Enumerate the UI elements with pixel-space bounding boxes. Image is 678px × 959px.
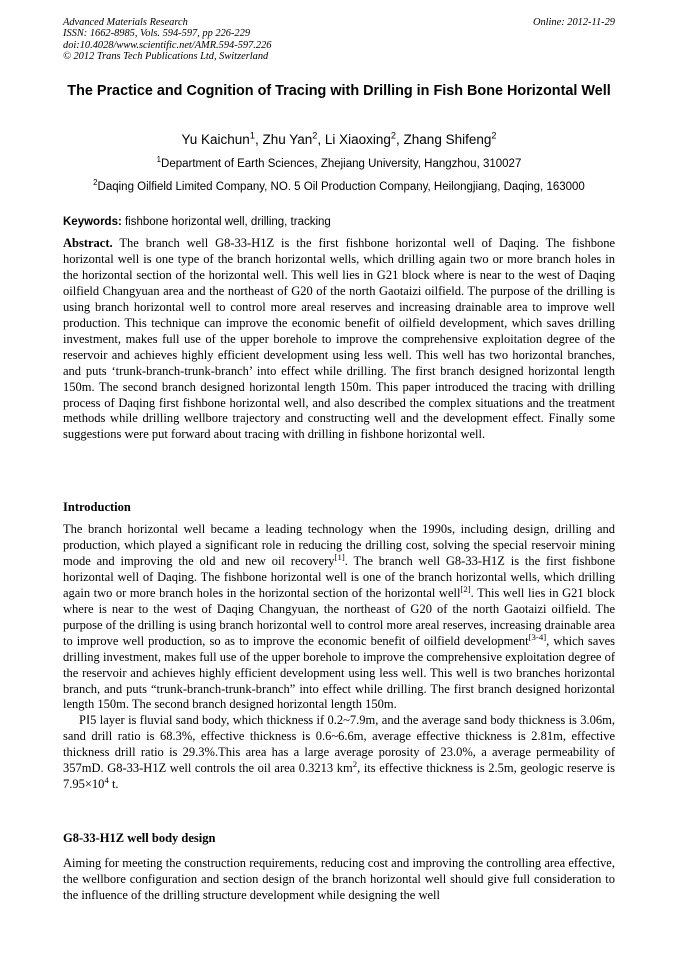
intro-text: . The branch well G8-33-H1Z is the first fishbone horizontal well of Daqing. The fishbone horizontal well is one of the branch horizontal wells, which drilling again two or more branch holes in the horizontal section of the horizontal well — [63, 553, 615, 600]
author-affiliation-mark: 2 — [390, 130, 397, 141]
author-separator: , — [396, 132, 404, 147]
author-list — [63, 131, 615, 148]
intro-text: , which saves drilling investment, makes full use of the upper borehole to improve the comprehensive exploitation degree of the reservoir and achieves highly efficient development using less well. This well is two branches horizontal branch, and puts “trunk-branch-trunk-branch” into effect while drilling. The first branch designed horizontal length 150m. The second branch designed horizontal length 150m. — [63, 633, 616, 712]
intro-text: t. — [108, 777, 119, 792]
author-affiliation-mark: 2 — [491, 130, 497, 141]
author-name: Zhang Shifeng — [403, 132, 492, 147]
author-name: Yu Kaichun — [181, 132, 250, 147]
affiliation-2 — [63, 180, 615, 194]
keywords-label: Keywords: — [63, 216, 122, 228]
citation: [2] — [460, 583, 471, 594]
issn-line: ISSN: 1662-8985, Vols. 594-597, pp 226-229 — [63, 28, 251, 40]
affiliation-text: Department of Earth Sciences, Zhejiang University, Hangzhou, 310027 — [161, 158, 522, 170]
superscript: 4 — [104, 775, 109, 786]
abstract-text: The branch well G8-33-H1Z is the first fishbone horizontal well of Daqing. The fishbone horizontal well is one type of the branch horizontal wells, which drilling again two or more branch holes in the horizontal section of the horizontal well. This well lies in G21 block where is near to the west of Daqing oilfield Changyuan area and the northeast of G20 of the north Gaotaizi oilfield. The purpose of the drilling is using branch horizontal well to control more areal reserves and increasing drainable area to improve well production. This technique can improve the economic benefit of oilfield development, which saves drilling investment, makes full use of the upper borehole to improve the comprehensive exploitation degree of the reservoir and achieves highly efficient development using less well. This well has two horizontal branches, and puts ‘trunk-branch-trunk-branch’ into effect while drilling. The first branch designed horizontal length 150m. The second branch designed horizontal length 150m. This paper introduced the tracing with drilling process of Daqing first fishbone horizontal well, and also described the complex situations and the treatment methods while drilling wellbore trajectory and constructing well and the development effect. Finally some suggestions were put forward about tracing with drilling in fishbone horizontal well. — [63, 236, 615, 442]
citation: [1] — [334, 551, 345, 562]
paper-title: The Practice and Cognition of Tracing with Drilling in Fish Bone Horizontal Well — [67, 83, 611, 99]
introduction-paragraph-1 — [63, 522, 615, 713]
introduction-paragraph-2 — [63, 713, 615, 793]
intro-text: . This well lies in G21 block where is near to the west of Daqing Changyuan, the northeast of G20 of the north Gaotaizi oilfield. The purpose of the drilling is using branch horizontal well to control more areal reserves, increasing drainable area to improve well production, so as to improve the economic benefit of oilfield development — [63, 585, 615, 648]
abstract-paragraph — [63, 236, 615, 443]
citation: [3-4] — [528, 631, 547, 642]
intro-text: PⅠ5 layer is fluvial sand body, which thickness if 0.2~7.9m, and the average sand body thickness is 3.06m, sand drill ratio is 68.3%, effective thickness is 0.6~6.6m, average effective thickness is 2.81m, effective thickness drill ratio is 29.3%.This area has a large average porosity of 23.0%, a average permeability of 357mD. G8-33-H1Z well controls the oil area 0.3213 km — [63, 713, 615, 776]
journal-meta — [63, 17, 615, 63]
superscript: 2 — [352, 759, 358, 770]
introduction-body — [63, 522, 615, 793]
section-well-body-design-body — [63, 856, 615, 904]
section-heading-well-body-design: G8-33-H1Z well body design — [63, 831, 216, 845]
affiliation-1 — [63, 157, 615, 171]
online-date: Online: 2012-11-29 — [532, 17, 615, 28]
intro-text: The branch horizontal well became a leading technology when the 1990s, including design, drilling and production, which played a significant role in reducing the drilling cost, solving the special reservoir mining mode and improving the old and new oil recovery — [63, 522, 615, 568]
author-separator: , — [254, 132, 263, 147]
affiliation-text: Daqing Oilfield Limited Company, NO. 5 Oil Production Company, Heilongjiang, Daqing, 163000 — [97, 181, 585, 193]
doi-line: doi:10.4028/www.scientific.net/AMR.594-597.226 — [63, 39, 272, 51]
author-name: Li Xiaoxing — [324, 132, 391, 147]
introduction-heading: Introduction — [63, 500, 131, 514]
author-separator: , — [317, 132, 325, 147]
keywords-text: fishbone horizontal well, drilling, tracking — [121, 216, 331, 228]
keywords — [63, 215, 615, 229]
author-name: Zhu Yan — [262, 132, 313, 147]
affiliation-mark: 1 — [156, 155, 162, 165]
affiliation-mark: 2 — [93, 178, 98, 188]
journal-name: Advanced Materials Research — [63, 17, 188, 28]
abstract-label: Abstract. — [63, 236, 113, 250]
author-affiliation-mark: 1 — [249, 130, 255, 141]
abstract — [63, 236, 615, 443]
author-affiliation-mark: 2 — [312, 130, 318, 141]
intro-text: , its effective thickness is 2.5m, geologic reserve is 7.95×10 — [63, 761, 615, 792]
section-paragraph: Aiming for meeting the construction requirements, reducing cost and improving the controlling area effective, the wellbore configuration and section design of the branch horizontal well should give full consideration to the influence of the drilling structure development while designing the well — [63, 856, 615, 902]
copyright-line: © 2012 Trans Tech Publications Ltd, Switzerland — [63, 51, 269, 63]
